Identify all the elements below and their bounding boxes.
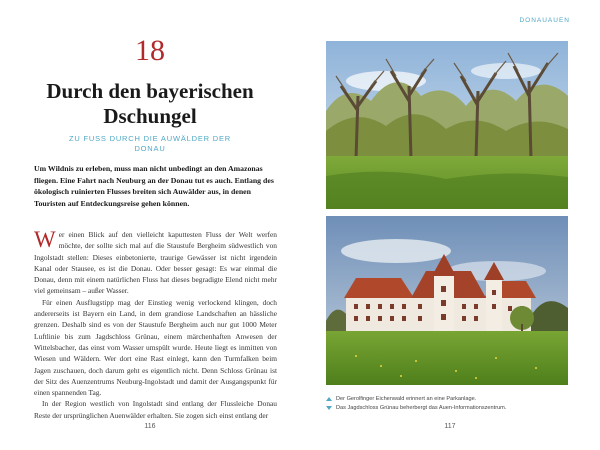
photo-captions [326, 395, 576, 412]
caption-top [326, 395, 576, 404]
intro-paragraph: Um Wildnis zu erleben, muss man nicht unbedingt an den Amazonas fliegen. Eine Fahrt nach Neuburg an der Donau tut es auch. Entlang des ökologisch ruinierten Flusses breiten sich Auwälder aus, in denen Touristen auf Entdeckungsreise gehen können. [34, 164, 274, 208]
right-page [300, 0, 600, 450]
drop-cap: W [34, 227, 56, 252]
page-number-right: 117 [444, 423, 456, 430]
chapter-title: Durch den bayerischen Dschungel [46, 79, 254, 128]
caption-bottom [326, 404, 576, 413]
triangle-up-icon [326, 397, 332, 401]
photo-oak-forest [326, 41, 568, 209]
paragraph-3: In der Region westlich von Ingolstadt sind entlang der Flussleiche Donau Reste der ursprünglichen Auenwälder erhalten. Sie zogen sich einst entlang der [34, 399, 277, 420]
paragraph-1-text: er einen Blick auf den vielleicht kaputtesten Fluss der Welt werfen möchte, der sollte sich mal auf die Staustufe Bergheim südwestlich von Ingolstadt stellen: Dieses einbetonierte, traurige Gewässer ist nicht irgendein Kanal oder Stausee, es ist die Donau. Oder besser gesagt: Es war einmal die Donau, denn mit einem natürlichen Fluss hat dieses begradigte Elend nicht mehr viel gemeinsam – außer Wasser. [34, 230, 277, 296]
caption-top-text: Der Gerolfinger Eichenwald erinnert an eine Parkanlage. [336, 396, 477, 402]
paragraph-2: Für einen Ausflugstipp mag der Einstieg wenig verlockend klingen, doch andererseits ist Bayern ein Land, in dem grandiose Landschaften an hässliche grenzen. Deshalb sind es von der Staustufe Bergheim auch nur gut 1000 Meter Luftlinie bis zum Jagdschloss Grünau, einem märchenhaften Anwesen der Wittelsbacher, das einst vom Wasser umspült wurde. Heute liegt es inmitten von Wiesen und Wäldern. Wer dort eine Rast einlegt, kann den Turmfalken beim Jagen zuschauen, doch darum geht es eigentlich nicht. Denn Schloss Grünau ist der Sitz des Auenzentrums Neuburg-Ingolstadt und damit der Ausgangspunkt für einen spannenden Tag. [34, 297, 277, 398]
body-text [34, 229, 277, 421]
chapter-number: 18 [135, 34, 165, 67]
photo-gruenau-castle [326, 216, 568, 385]
page-number-left: 116 [144, 423, 156, 430]
chapter-subtitle: ZU FUSS DURCH DIE AUWÄLDER DER DONAU [69, 134, 231, 153]
triangle-down-icon [326, 406, 332, 410]
running-head: DONAUAUEN [519, 17, 570, 24]
caption-bottom-text: Das Jagdschloss Grünau beherbergt das Auen-Informationszentrum. [336, 404, 507, 411]
paragraph-1 [34, 229, 277, 297]
